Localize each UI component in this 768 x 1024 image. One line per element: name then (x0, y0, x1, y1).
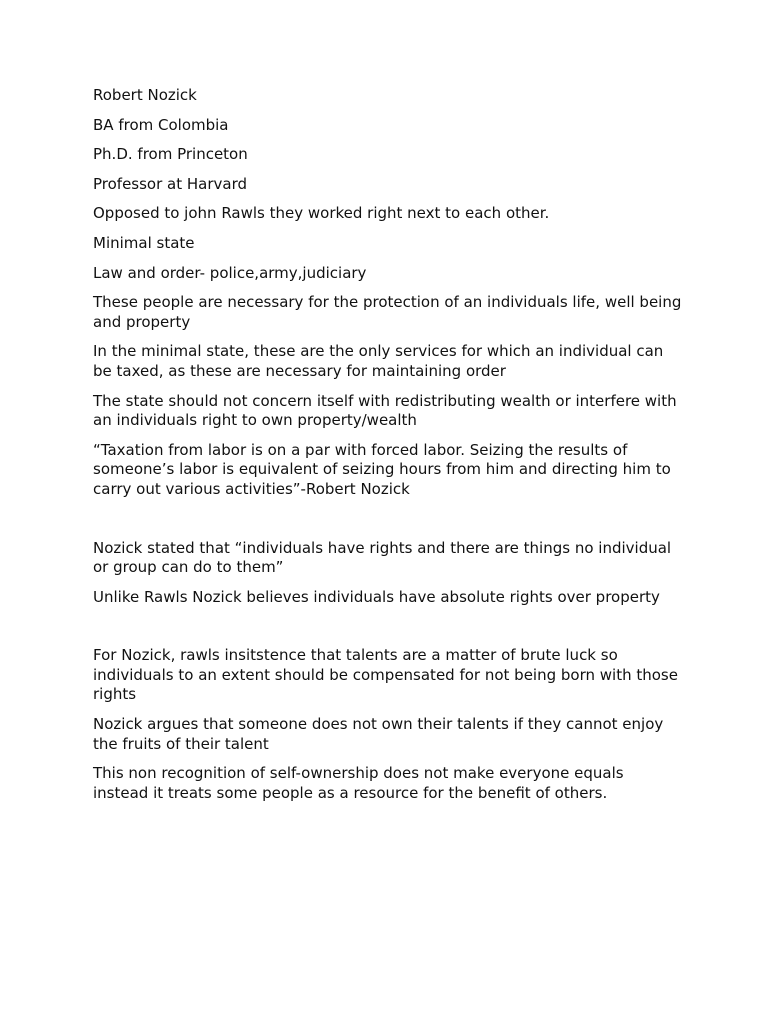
paragraph-protection: These people are necessary for the protection of an individuals life, well being and property (93, 293, 682, 331)
paragraph-law-order: Law and order- police,army,judiciary (93, 263, 367, 282)
paragraph-taxed: In the minimal state, these are the only services for which an individual can be taxed, as these are necessary for maintaining order (93, 342, 664, 380)
paragraph-ba: BA from Colombia (93, 115, 229, 134)
paragraph-rights: Nozick stated that “individuals have rights and there are things no individual or group can do to them” (93, 538, 672, 577)
paragraph-redistribution: The state should not concern itself with redistributing wealth or interfere with an individuals right to own property/wealth (93, 391, 677, 430)
paragraph-talents: Nozick argues that someone does not own their talents if they cannot enjoy the fruits of their talent (93, 715, 664, 753)
paragraph-opposed: Opposed to john Rawls they worked right next to each other. (93, 204, 550, 223)
paragraph-gap (93, 510, 683, 539)
paragraph-name: Robert Nozick (93, 86, 197, 104)
paragraph-gap (93, 617, 683, 646)
paragraph-brute-luck: For Nozick, rawls insitstence that talents are a matter of brute luck so individuals to an extent should be compensated for not being born with those rights (93, 646, 678, 704)
paragraph-quote-taxation: “Taxation from labor is on a par with forced labor. Seizing the results of someone’s labor is equivalent of seizing hours from him and directing him to carry out various activities”-Robert Nozick (93, 440, 671, 498)
paragraph-professor: Professor at Harvard (93, 174, 248, 193)
document-body (93, 86, 683, 813)
paragraph-unlike-rawls: Unlike Rawls Nozick believes individuals have absolute rights over property (93, 587, 660, 606)
paragraph-phd: Ph.D. from Princeton (93, 145, 248, 164)
paragraph-self-ownership: This non recognition of self-ownership does not make everyone equals instead it treats some people as a resource for the benefit of others. (93, 764, 624, 802)
paragraph-minimal-state: Minimal state (93, 233, 195, 252)
